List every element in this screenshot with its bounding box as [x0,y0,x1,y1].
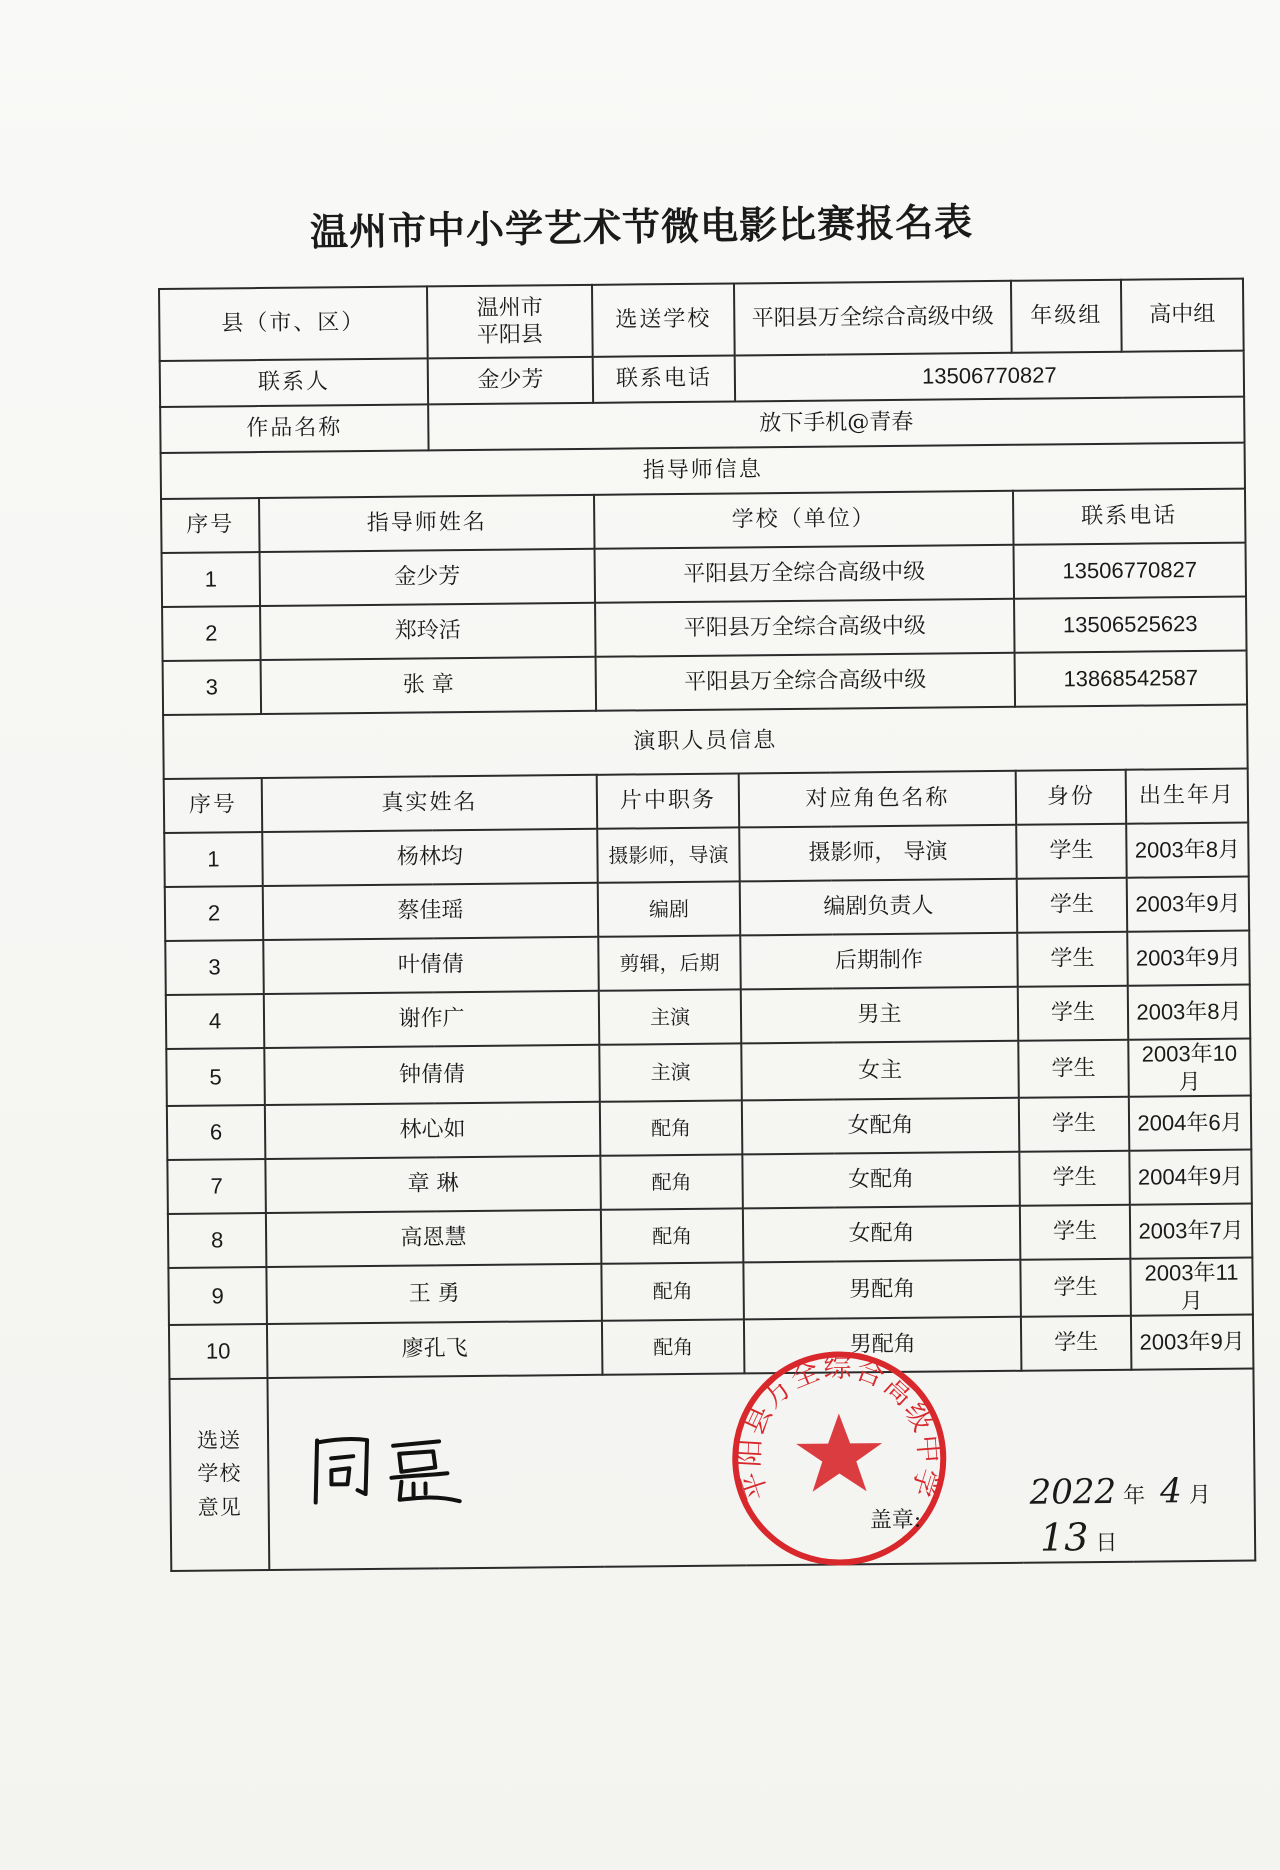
cast-birth: 2003年9月 [1131,1315,1254,1370]
cast-no: 5 [166,1048,265,1106]
cast-duty: 配角 [601,1208,744,1263]
cast-no: 3 [165,940,264,995]
cast-section-row [163,705,1248,779]
teacher-name: 金少芳 [260,549,596,606]
school-value: 平阳县万全综合高级中级 [734,281,1012,356]
cast-role: 女配角 [743,1206,1021,1263]
cast-role: 男配角 [743,1260,1021,1320]
cast-role: 女主 [741,1041,1019,1101]
cast-identity: 学生 [1018,1040,1129,1098]
cast-name: 王 勇 [266,1264,602,1324]
cast-identity: 学生 [1016,824,1127,879]
cast-name: 章 琳 [265,1156,601,1213]
teacher-col-no: 序号 [161,498,260,553]
cast-no: 10 [169,1324,268,1379]
county-line-2: 平阳县 [476,322,544,348]
opinion-area [268,1350,1254,1569]
cast-duty: 配角 [600,1100,743,1155]
cast-duty: 配角 [602,1319,745,1374]
teacher-school: 平阳县万全综合高级中级 [595,599,1014,657]
cast-name: 杨林均 [262,829,598,886]
cast-section-title: 演职人员信息 [163,705,1248,779]
cast-duty: 主演 [599,989,742,1044]
form-table [158,278,1256,1572]
phone-label: 联系电话 [593,355,735,402]
opinion-label-line-1: 选送 [196,1427,242,1453]
cast-no: 4 [166,994,265,1049]
cast-no: 8 [168,1213,267,1268]
cast-identity: 学生 [1020,1259,1131,1317]
cast-no: 6 [167,1105,266,1160]
registration-form [158,278,1256,1572]
cast-no: 7 [167,1159,266,1214]
cast-name: 钟倩倩 [264,1045,600,1105]
teacher-phone: 13506525623 [1014,597,1247,653]
cast-role: 编剧负责人 [740,879,1018,936]
cast-no: 1 [164,832,263,887]
date-year: 2022 [1029,1471,1117,1513]
cast-name: 林心如 [265,1102,601,1159]
contact-value: 金少芳 [428,357,593,405]
cast-col-birth: 出生年月 [1126,769,1249,824]
cast-role: 女配角 [742,1098,1020,1155]
cast-identity: 学生 [1021,1316,1132,1371]
work-label: 作品名称 [160,404,428,453]
contact-label: 联系人 [160,358,428,407]
stamp-label: 盖章: [869,1507,922,1534]
opinion-label-line-3: 意见 [197,1495,242,1520]
cast-birth: 2003年11月 [1130,1258,1253,1316]
cast-name: 叶倩倩 [263,937,599,994]
date-year-char: 年 [1123,1483,1146,1509]
cast-no: 9 [168,1267,267,1325]
cast-identity: 学生 [1019,1097,1130,1152]
handwritten-approval-signature [309,1431,470,1513]
county-label: 县（市、区） [159,286,428,361]
cast-role: 后期制作 [740,933,1018,990]
seal-text: 平阳县万全综合高级中学 [732,1350,947,1505]
date-month: 4 [1159,1471,1182,1512]
cast-name: 廖孔飞 [267,1321,603,1378]
cast-duty: 编剧 [598,881,741,936]
cast-birth: 2003年7月 [1130,1204,1253,1259]
cast-identity: 学生 [1017,878,1128,933]
cast-col-duty: 片中职务 [597,773,740,828]
cast-col-name: 真实姓名 [262,775,598,832]
cast-duty: 配角 [600,1154,743,1209]
grade-label: 年级组 [1011,280,1122,353]
document-title: 温州市中小学艺术节微电影比赛报名表 [309,199,974,255]
teacher-section-title: 指导师信息 [161,443,1245,499]
grade-value: 高中组 [1121,279,1244,352]
cast-duty: 剪辑，后期 [598,935,741,990]
teacher-no: 3 [163,660,262,715]
cast-identity: 学生 [1020,1205,1131,1260]
cast-birth: 2004年9月 [1129,1150,1252,1205]
teacher-name: 张 章 [261,657,597,714]
cast-duty: 摄影师，导演 [597,827,740,882]
cast-col-no: 序号 [164,778,263,833]
cast-role: 摄影师， 导演 [739,825,1017,882]
cast-birth: 2004年6月 [1129,1096,1252,1151]
cast-row [168,1258,1252,1325]
cast-col-role: 对应角色名称 [739,771,1017,828]
cast-identity: 学生 [1019,1151,1130,1206]
handwritten-date [1029,1470,1254,1562]
cast-duty: 主演 [599,1043,742,1101]
county-value [427,285,593,359]
teacher-col-school: 学校（单位） [594,491,1013,549]
teacher-name: 郑玲活 [260,603,596,660]
date-day: 13 [1039,1514,1089,1560]
cast-identity: 学生 [1017,932,1128,987]
cast-role: 女配角 [742,1152,1020,1209]
cast-birth: 2003年8月 [1128,985,1251,1040]
teacher-school: 平阳县万全综合高级中级 [595,545,1014,603]
opinion-content [267,1350,1255,1570]
phone-value: 13506770827 [735,351,1244,402]
header-row-1 [159,279,1244,361]
cast-col-identity: 身份 [1016,770,1127,825]
school-seal-stamp [723,1342,955,1574]
date-month-char: 月 [1188,1482,1211,1509]
teacher-school: 平阳县万全综合高级中级 [596,653,1015,711]
work-value: 放下手机@青春 [428,397,1244,451]
cast-name: 高恩慧 [266,1210,602,1267]
teacher-no: 1 [162,552,261,607]
opinion-row [169,1369,1255,1571]
cast-row [166,1039,1250,1106]
cast-no: 2 [165,886,264,941]
opinion-label [169,1378,269,1571]
school-label: 选送学校 [592,283,735,356]
teacher-phone: 13868542587 [1015,651,1248,707]
cast-role: 男配角 [744,1317,1022,1374]
cast-identity: 学生 [1018,986,1129,1041]
seal-star-icon [796,1413,883,1492]
teacher-phone: 13506770827 [1014,543,1247,599]
cast-birth: 2003年9月 [1127,931,1250,986]
date-day-char: 日 [1095,1530,1118,1556]
cast-role: 男主 [741,987,1019,1044]
cast-duty: 配角 [601,1262,744,1320]
teacher-no: 2 [162,606,261,661]
cast-birth: 2003年10月 [1128,1039,1251,1097]
teacher-col-phone: 联系电话 [1013,489,1246,545]
county-line-1: 温州市 [476,294,543,321]
cast-birth: 2003年8月 [1126,823,1249,878]
cast-name: 蔡佳瑶 [263,883,599,940]
opinion-label-line-2: 学校 [197,1461,242,1486]
cast-name: 谢作广 [264,991,600,1048]
teacher-col-name: 指导师姓名 [259,495,595,552]
cast-birth: 2003年9月 [1127,877,1250,932]
